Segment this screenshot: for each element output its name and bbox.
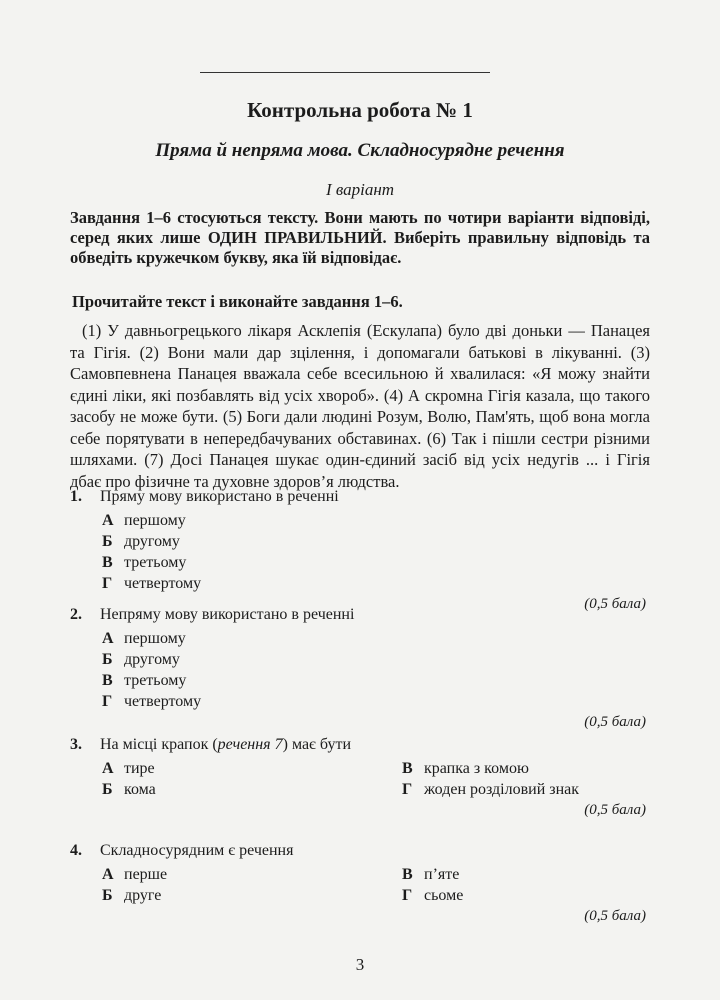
answer-letter: Г	[402, 781, 413, 798]
answer-option[interactable]	[102, 758, 402, 779]
answer-letter: Г	[102, 693, 113, 710]
answer-text: першому	[124, 512, 186, 529]
answer-option[interactable]	[102, 779, 402, 800]
points-label: (0,5 бала)	[584, 802, 646, 818]
answer-letter: Б	[102, 533, 113, 550]
answer-text: жоден розділовий знак	[424, 781, 580, 798]
answer-letter: А	[102, 630, 114, 647]
question-text: Непряму мову використано в реченні	[100, 606, 355, 623]
answer-text: друге	[124, 887, 162, 904]
answer-options	[102, 628, 646, 712]
answer-option[interactable]	[102, 691, 646, 712]
answer-option[interactable]	[102, 531, 646, 552]
answer-letter: В	[102, 672, 113, 689]
answer-option[interactable]	[102, 885, 402, 906]
question-2	[70, 606, 646, 731]
answer-options	[102, 864, 646, 906]
question-3	[70, 736, 646, 819]
answer-letter: Б	[102, 781, 113, 798]
answer-option[interactable]	[102, 670, 646, 691]
answer-letter: Г	[102, 575, 113, 592]
answer-option[interactable]	[402, 779, 642, 800]
answer-letter: А	[102, 512, 114, 529]
points-label: (0,5 бала)	[584, 908, 646, 924]
answer-letter: В	[102, 554, 113, 571]
answer-option[interactable]	[102, 510, 646, 531]
answer-text: крапка з комою	[424, 760, 529, 777]
answer-letter: А	[102, 866, 114, 883]
answer-text: тире	[124, 760, 155, 777]
answer-text: перше	[124, 866, 168, 883]
answer-text: третьому	[124, 554, 187, 571]
question-text: На місці крапок (речення 7) має бути	[100, 736, 352, 753]
page-number: 3	[355, 955, 365, 974]
text-passage: (1) У давньогрецького лікаря Асклепія (Ескулапа) було дві доньки — Панацея та Гігія. (2) Вони мали дар зцілення, і допомагали батькові в лікуванні. (3) Самовпевнена Панацея вважала себе всесильною й хвалилася: «Я можу знайти єдині ліки, які позбавлять від усіх хвороб». (4) А скромна Гігія казала, що такого засобу не може бути. (5) Боги дали людині Розум, Волю, Пам'ять, щоб вона могла себе порятувати в непередбачуваних обставинах. (6) Так і пішли сестри різними шляхами. (7) Досі Панацея шукає один-єдиний засіб від усіх недугів ... і Гігія дбає про фізичне та духовне здоров’я людства.	[70, 321, 650, 491]
answer-text: четвертому	[124, 575, 202, 592]
question-1	[70, 488, 646, 613]
question-text: Пряму мову використано в реченні	[100, 488, 339, 505]
answer-text: четвертому	[124, 693, 202, 710]
answer-text: п’яте	[424, 866, 460, 883]
answer-option[interactable]	[402, 758, 642, 779]
answer-option[interactable]	[402, 885, 642, 906]
answer-option[interactable]	[102, 573, 646, 594]
question-number: 1.	[70, 488, 82, 505]
answer-option[interactable]	[402, 864, 642, 885]
answer-options	[102, 510, 646, 594]
answer-option[interactable]	[102, 649, 646, 670]
answer-letter: В	[402, 760, 413, 777]
answer-letter: Г	[402, 887, 413, 904]
question-text: Складносурядним є речення	[100, 842, 294, 859]
top-rule	[200, 72, 490, 73]
page-subtitle: Пряма й непряма мова. Складносурядне речення	[155, 140, 565, 161]
variant-label: I варіант	[325, 180, 395, 199]
answer-option[interactable]	[102, 628, 646, 649]
answer-text: сьоме	[424, 887, 464, 904]
answer-letter: Б	[102, 887, 113, 904]
question-number: 4.	[70, 842, 82, 859]
answer-text: другому	[124, 651, 180, 668]
answer-text: другому	[124, 533, 180, 550]
question-number: 3.	[70, 736, 82, 753]
answer-letter: А	[102, 760, 114, 777]
answer-option[interactable]	[102, 864, 402, 885]
answer-letter: В	[402, 866, 413, 883]
question-4	[70, 842, 646, 925]
points-label: (0,5 бала)	[584, 714, 646, 730]
instruction-text: Завдання 1–6 стосуються тексту. Вони мають по чотири варіанти відповіді, серед яких лише ОДИН ПРАВИЛЬНИЙ. Виберіть правильну відповідь та обведіть кружечком букву, яка їй відповідає.	[70, 208, 650, 267]
answer-text: третьому	[124, 672, 187, 689]
question-number: 2.	[70, 606, 82, 623]
answer-text: кома	[124, 781, 156, 798]
points-label: (0,5 бала)	[584, 596, 646, 612]
read-heading: Прочитайте текст і виконайте завдання 1–6.	[72, 292, 403, 311]
answer-option[interactable]	[102, 552, 646, 573]
answer-letter: Б	[102, 651, 113, 668]
page-title: Контрольна робота № 1	[247, 98, 473, 122]
answer-text: першому	[124, 630, 186, 647]
answer-options	[102, 758, 646, 800]
